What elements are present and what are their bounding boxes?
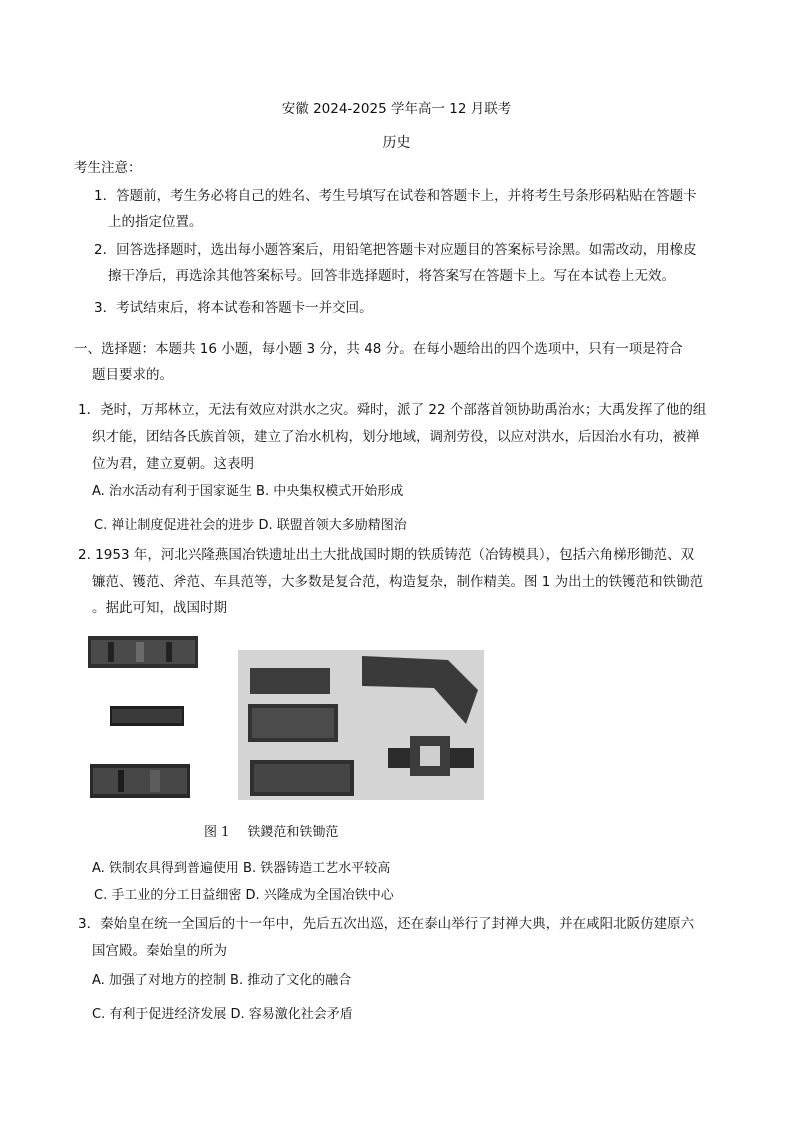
question-3-cont: 国宫殿。秦始皇的所为 [92,943,227,959]
notice-heading: 考生注意： [74,160,142,176]
figure-title: 铁鑁范和铁锄范 [247,825,339,840]
exam-subject: 历史 [382,135,411,151]
question-2-cont: 。据此可知，战国时期 [92,600,227,616]
notice-item-1-cont: 上的指定位置。 [108,214,203,230]
question-2-options-ab: A. 铁制农具得到普遍使用 B. 铁器铸造工艺水平较高 [92,861,391,876]
figure-label: 图 1 [204,825,230,840]
section-heading-cont: 题目要求的。 [92,367,173,383]
section-heading: 一、选择题：本题共 16 小题，每小题 3 分，共 48 分。在每小题给出的四个选项中，只有一项是符合 [74,341,683,357]
question-3-options-ab: A. 加强了对地方的控制 B. 推动了文化的融合 [92,973,352,988]
question-1-options-cd: C. 禅让制度促进社会的进步 D. 联盟首领大多励精图治 [94,518,407,533]
question-3-options-cd: C. 有利于促进经济发展 D. 容易激化社会矛盾 [92,1007,353,1022]
mold-photo-right [238,650,484,800]
question-1-options-ab: A. 治水活动有利于国家诞生 B. 中央集权模式开始形成 [92,484,404,499]
question-1-cont: 位为君，建立夏朝。这表明 [92,456,254,472]
notice-item-3: 3．考试结束后，将本试卷和答题卡一并交回。 [94,300,373,316]
exam-title: 安徽 2024-2025 学年高一 12 月联考 [281,101,512,117]
question-2: 2. 1953 年，河北兴隆燕国冶铁遗址出土大批战国时期的铁质铸范（冶铸模具），包括六角梯形锄范、双 [78,547,695,563]
figure-caption [204,821,338,840]
mold-photo-left [88,630,200,800]
question-3: 3．秦始皇在统一全国后的十一年中，先后五次出巡，还在泰山举行了封禅大典，并在咸阳北阪仿建原六 [78,916,695,932]
notice-item-2-cont: 擦干净后，再选涂其他答案标号。回答非选择题时，将答案写在答题卡上。写在本试卷上无效。 [108,268,675,284]
question-1-cont: 织才能，团结各氏族首领，建立了治水机构，划分地域，调剂劳役，以应对洪水，后因治水有功，被禅 [92,429,700,445]
notice-item-1: 1．答题前，考生务必将自己的姓名、考生号填写在试卷和答题卡上，并将考生号条形码粘贴在答题卡 [94,188,697,204]
question-2-cont: 镰范、镬范、斧范、车具范等，大多数是复合范，构造复杂，制作精美。图 1 为出土的铁镬范和铁锄范 [92,574,704,590]
question-2-options-cd: C. 手工业的分工日益细密 D. 兴隆成为全国冶铁中心 [94,888,394,903]
question-1: 1．尧时，万邦林立，无法有效应对洪水之灾。舜时，派了 22 个部落首领协助禹治水；大禹发挥了他的组 [78,402,707,418]
notice-item-2: 2．回答选择题时，选出每小题答案后，用铅笔把答题卡对应题目的答案标号涂黑。如需改动，用橡皮 [94,242,697,258]
